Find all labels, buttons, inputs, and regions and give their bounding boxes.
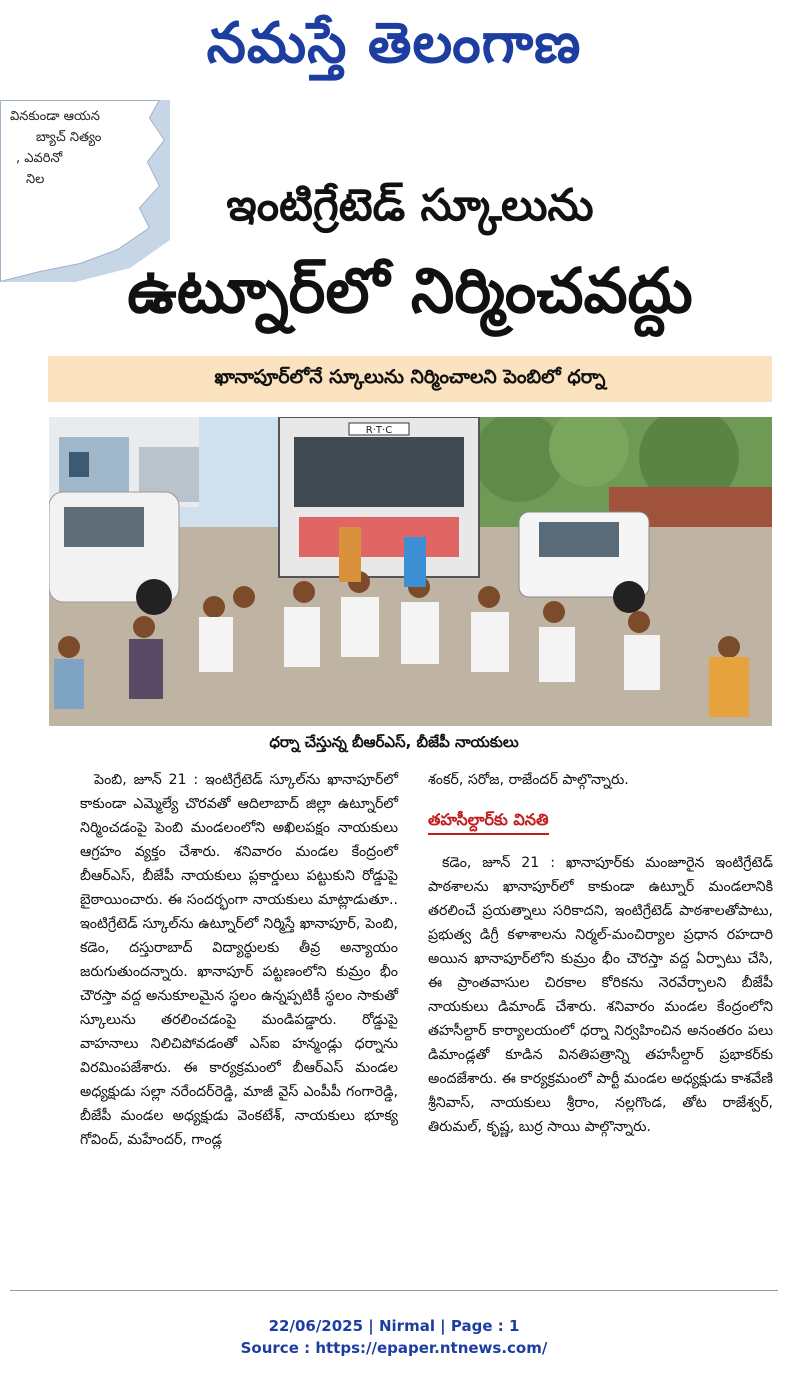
headline-line-2: ఉట్నూర్‌లో నిర్మించవద్దు [127,254,693,327]
photo-caption: ధర్నా చేస్తున్న బీఆర్ఎస్, బీజేపీ నాయకులు [269,733,519,751]
fragment-line: బ్యాచ్ నిత్యం [36,130,102,145]
article-continuation: శంకర్, సరోజ, రాజేందర్ పాల్గొన్నారు. [428,772,629,788]
article-body-right: కడెం, జూన్ 21 : ఖానాపూర్‌కు మంజూరైన ఇంటిగ్రేటెడ్ పాఠశాలను ఖానాపూర్‌లో కాకుండా ఉట్నూర్ మండలానికి తరలించే ప్రయత్నాలు సరికాదని, ఇంటిగ్రేటెడ్ పాఠశాలతోపాటు, ప్రభుత్వ డిగ్రీ కళాశాలను నిర్మల్-మంచిర్యాల ప్రధాన రహదారి అయిన ఖానాపూర్‌లోని కుమ్రం భీం చౌరస్తా వద్ద ఏర్పాటు చేసి, ఈ ప్రాంతవాసుల చిరకాల కోరికను నెరవేర్చాలని బీజేపీ నాయకులు డిమాండ్ చేశారు. శనివారం మండల కేంద్రంలోని తహసీల్దార్ కార్యాలయంలో ధర్నా నిర్వహించిన అనంతరం పలు డిమాండ్లతో కూడిన వినతిపత్రాన్ని తహసీల్దార్ ప్రభాకర్‌కు అందజేశారు. ఈ కార్యక్రమంలో పార్టీ మండల అధ్యక్షుడు కాశవేణి శ్రీనివాస్, నాయకులు శ్రీరాం, నల్లగొండ, తోట రాజేశ్వర్, తిరుమల్, కృష్ణ, బుర్ర సాయి పాల్గొన్నారు. [428,855,773,1135]
protest-photo [49,417,772,726]
article-left-column [80,768,398,1152]
protest-photo-illustration [49,417,772,726]
masthead [0,0,788,92]
article-body-left: పెంబి, జూన్ 21 : ఇంటిగ్రేటెడ్ స్కూల్‌ను ఖానాపూర్‌లో కాకుండా ఎమ్మెల్యే చొరవతో ఆదిలాబాద్ జిల్లా ఉట్నూర్‌లో నిర్మించడంపై పెంబి మండలంలోని అఖిలపక్షం నాయకులు ఆగ్రహం వ్యక్తం చేశారు. శనివారం మండల కేంద్రంలో బీఆర్ఎస్, బీజేపీ నాయకులు ప్లకార్డులు పట్టుకుని రోడ్డుపై బైఠాయించారు. ఈ సందర్భంగా నాయకులు మాట్లాడుతూ.. ఇంటిగ్రేటెడ్ స్కూల్‌ను ఉట్నూర్‌లో నిర్మిస్తే ఖానాపూర్, పెంబి, కడెం, దస్తురాబాద్ విద్యార్థులకు తీవ్ర అన్యాయం జరుగుతుందన్నారు. ఖానాపూర్ పట్టణంలోని కుమ్రం భీం చౌరస్తా వద్ద అనుకూలమైన స్థలం ఉన్నప్పటికీ స్థలం సాకుతో స్కూలును తరలించడంపై మండిపడ్డారు. రోడ్డుపై వాహనాలు నిలిచిపోవడంతో ఎస్ఐ హన్మండ్లు ధర్నాను విరమింపజేశారు. ఈ కార్యక్రమంలో బీఆర్ఎస్ మండల అధ్యక్షుడు సల్లా నరేందర్‌రెడ్డి, మాజీ వైస్ ఎంపీపీ గంగారెడ్డి, బీజేపీ మండల అధ్యక్షుడు వెంకటేశ్, నాయకులు భూక్య గోవింద్, మహేందర్, గాండ్ల [80,772,398,1148]
footer-divider [10,1290,778,1291]
masthead-title: నమస్తే తెలంగాణ [206,10,582,76]
fragment-line: , ఎవరినో [16,151,63,166]
fragment-line: నిల [26,172,45,187]
sub-article-heading: తహసీల్దార్‌కు వినతి [428,808,549,835]
bus-sign: R·T·C [365,425,393,436]
article-right-column [428,768,773,1139]
source-link[interactable]: Source : https://epaper.ntnews.com/ [240,1339,548,1357]
fragment-text [6,106,101,190]
headline-line-1: ఇంటిగ్రేటెడ్ స్కూలును [226,180,594,231]
edition-info: 22/06/2025 | Nirmal | Page : 1 [268,1317,520,1335]
fragment-line: వినకుండా ఆయన [10,109,100,124]
subheadline: ఖానాపూర్‌లోనే స్కూలును నిర్మించాలని పెంబిలో ధర్నా [48,356,772,402]
